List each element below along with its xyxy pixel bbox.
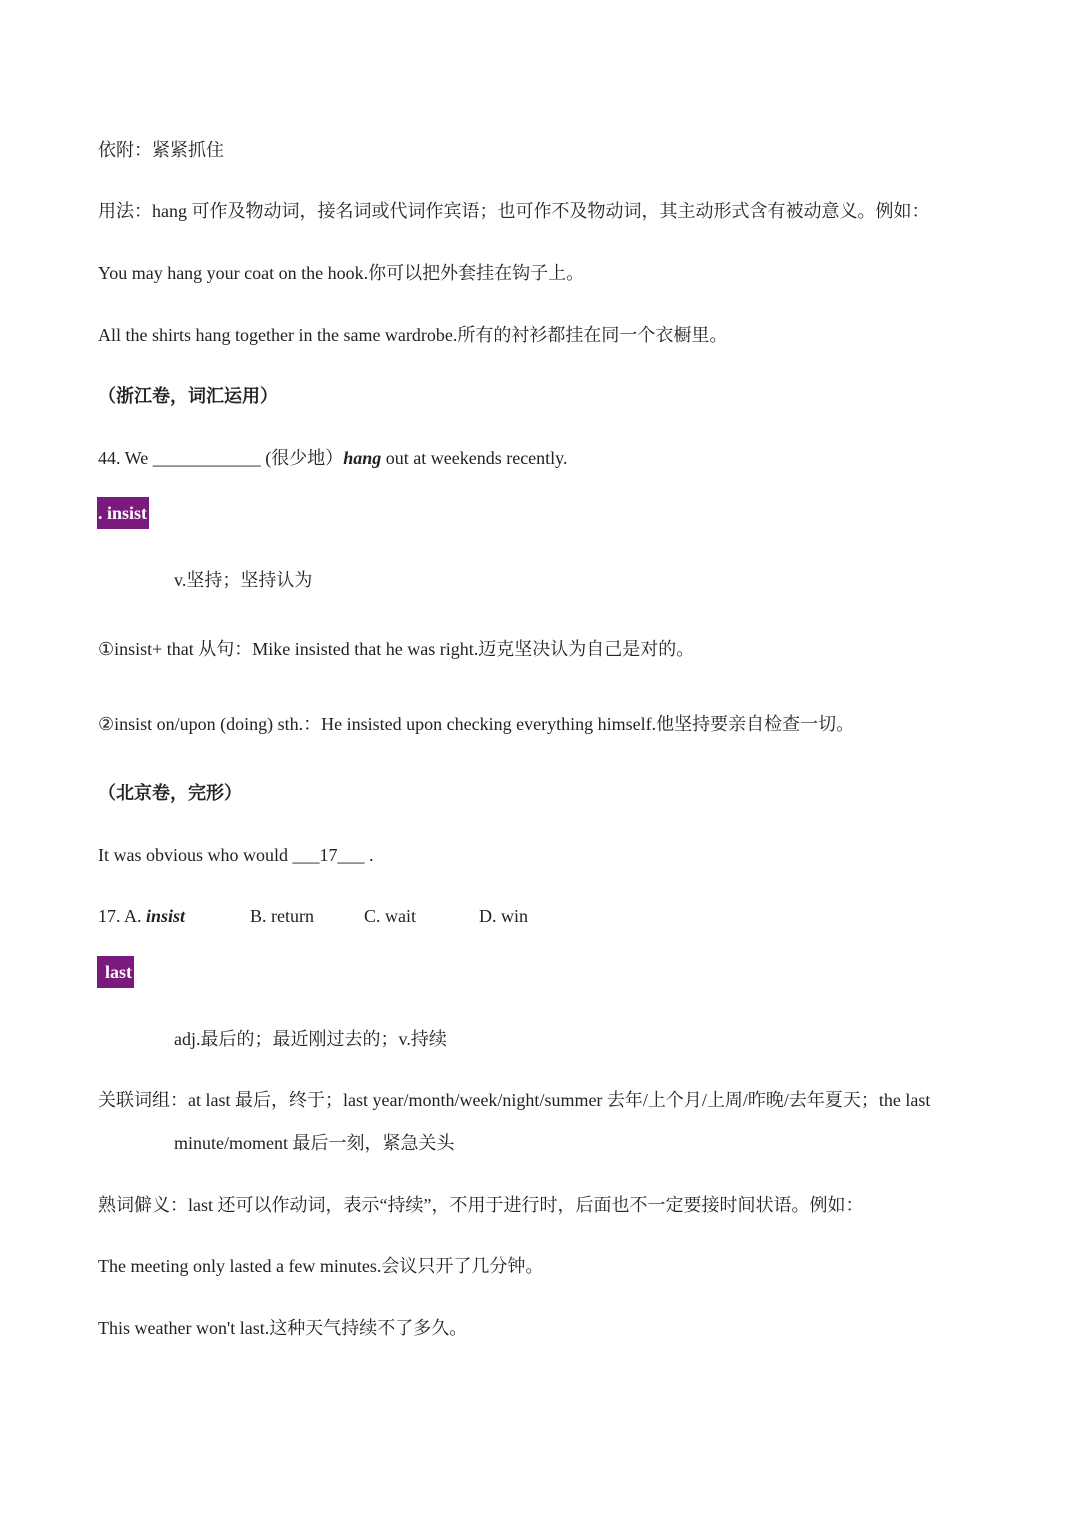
question-stem: It was obvious who would ___17___ . bbox=[98, 845, 374, 865]
usage-item: ①insist+ that 从句：Mike insisted that he was right.迈克坚决认为自己是对的。 bbox=[98, 639, 695, 659]
exam-source: （北京卷，完形） bbox=[98, 783, 242, 803]
question-text: out at weekends recently. bbox=[381, 448, 568, 468]
usage-item: ②insist on/upon (doing) sth.：He insisted upon checking everything himself.他坚持要亲自检查一切。 bbox=[98, 714, 855, 734]
definition-line: adj.最后的；最近刚过去的；v.持续 bbox=[174, 1029, 447, 1049]
option-d: D. win bbox=[479, 906, 528, 926]
definition-line: v.坚持；坚持认为 bbox=[174, 570, 313, 590]
example-sentence: The meeting only lasted a few minutes.会议只开了几分钟。 bbox=[98, 1256, 544, 1276]
vocab-tag-insist: . insist bbox=[97, 497, 149, 529]
option-b: B. return bbox=[250, 906, 314, 926]
vocab-tag-last: last bbox=[97, 956, 134, 988]
exam-source: （浙江卷，词汇运用） bbox=[98, 386, 278, 406]
option-label: 17. A. bbox=[98, 906, 147, 926]
usage-line: 用法：hang 可作及物动词，接名词或代词作宾语；也可作不及物动词，其主动形式含有被动意义。例如： bbox=[98, 201, 930, 221]
keyword: insist bbox=[146, 906, 186, 926]
example-sentence: All the shirts hang together in the same wardrobe.所有的衬衫都挂在同一个衣橱里。 bbox=[98, 325, 728, 345]
definition-line: 依附：紧紧抓住 bbox=[98, 140, 224, 160]
phrase-line: minute/moment 最后一刻，紧急关头 bbox=[174, 1133, 455, 1153]
example-sentence: You may hang your coat on the hook.你可以把外套挂在钩子上。 bbox=[98, 263, 585, 283]
phrase-line: 关联词组：at last 最后，终于；last year/month/week/night/summer 去年/上个月/上周/昨晚/去年夏天；the last bbox=[98, 1090, 931, 1110]
keyword: hang bbox=[343, 448, 382, 468]
option-a bbox=[98, 904, 185, 928]
usage-line: 熟词僻义：last 还可以作动词，表示“持续”，不用于进行时，后面也不一定要接时间状语。例如： bbox=[98, 1195, 864, 1215]
question-44 bbox=[98, 446, 568, 470]
example-sentence: This weather won't last.这种天气持续不了多久。 bbox=[98, 1318, 468, 1338]
option-c: C. wait bbox=[364, 906, 416, 926]
question-text: 44. We ____________ (很少地） bbox=[98, 448, 344, 468]
